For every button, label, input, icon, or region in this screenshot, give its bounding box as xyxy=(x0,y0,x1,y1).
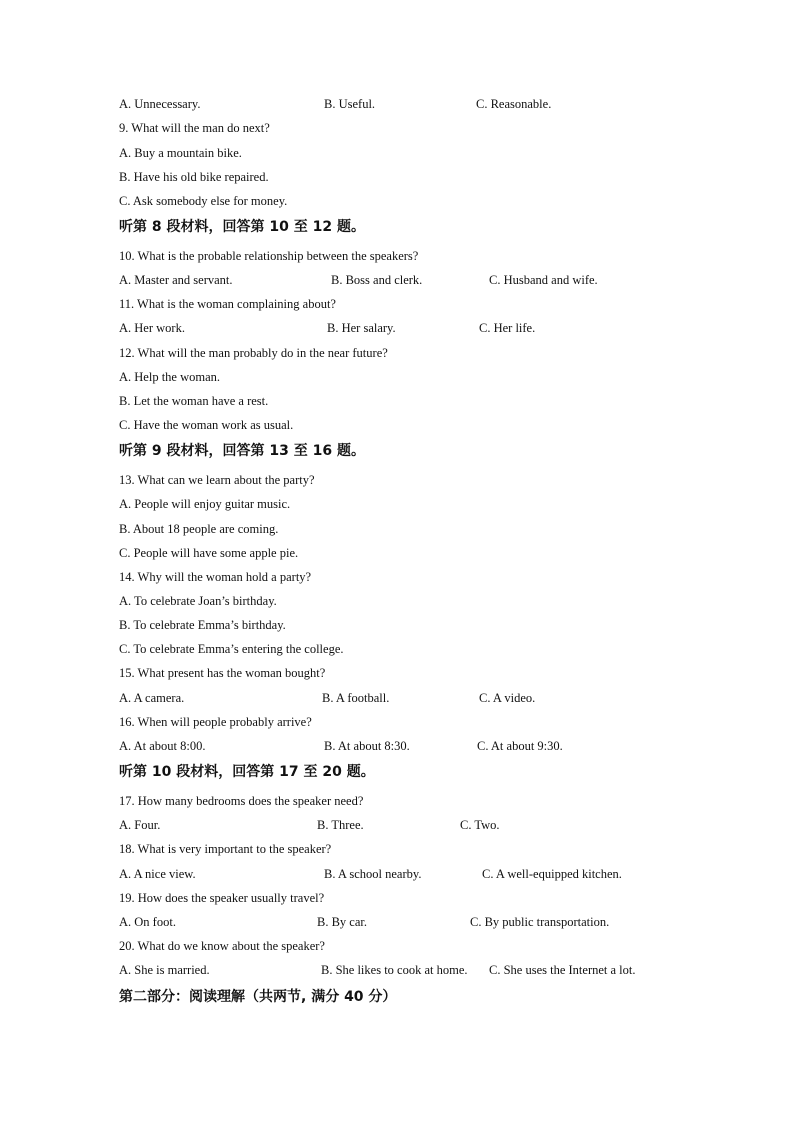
section-10-heading: 听第 10 段材料，回答第 17 至 20 题。 xyxy=(119,764,375,780)
section-9-heading: 听第 9 段材料，回答第 13 至 16 题。 xyxy=(119,443,365,459)
q20-option-c: C. She uses the Internet a lot. xyxy=(489,963,636,977)
q20-option-b: B. She likes to cook at home. xyxy=(321,963,468,977)
q14-option-a: A. To celebrate Joan’s birthday. xyxy=(119,594,277,608)
q16-option-b: B. At about 8:30. xyxy=(324,739,410,753)
q8-option-c: C. Reasonable. xyxy=(476,97,552,111)
q18-option-a: A. A nice view. xyxy=(119,867,196,881)
q9-option-a: A. Buy a mountain bike. xyxy=(119,146,242,160)
q14-option-c: C. To celebrate Emma’s entering the college. xyxy=(119,642,344,656)
part-2-heading: 第二部分：阅读理解（共两节, 满分 40 分） xyxy=(119,989,397,1005)
q13-option-c: C. People will have some apple pie. xyxy=(119,546,299,560)
q18-option-b: B. A school nearby. xyxy=(324,867,422,881)
q12-option-a: A. Help the woman. xyxy=(119,370,221,384)
q16-option-a: A. At about 8:00. xyxy=(119,739,206,753)
q20-option-a: A. She is married. xyxy=(119,963,210,977)
section-8-heading: 听第 8 段材料，回答第 10 至 12 题。 xyxy=(119,219,365,235)
question-9: 9. What will the man do next? xyxy=(119,121,270,135)
q11-option-a: A. Her work. xyxy=(119,321,185,335)
q15-option-b: B. A football. xyxy=(322,691,390,705)
q10-option-b: B. Boss and clerk. xyxy=(331,273,423,287)
q15-option-a: A. A camera. xyxy=(119,691,185,705)
q11-option-c: C. Her life. xyxy=(479,321,536,335)
q17-option-c: C. Two. xyxy=(460,818,500,832)
q12-option-c: C. Have the woman work as usual. xyxy=(119,418,294,432)
q19-option-c: C. By public transportation. xyxy=(470,915,610,929)
q12-option-b: B. Let the woman have a rest. xyxy=(119,394,269,408)
question-14: 14. Why will the woman hold a party? xyxy=(119,570,312,584)
question-15: 15. What present has the woman bought? xyxy=(119,666,326,680)
question-19: 19. How does the speaker usually travel? xyxy=(119,891,325,905)
q17-option-b: B. Three. xyxy=(317,818,364,832)
q13-option-b: B. About 18 people are coming. xyxy=(119,522,279,536)
q10-option-c: C. Husband and wife. xyxy=(489,273,598,287)
question-20: 20. What do we know about the speaker? xyxy=(119,939,325,953)
q19-option-a: A. On foot. xyxy=(119,915,176,929)
q14-option-b: B. To celebrate Emma’s birthday. xyxy=(119,618,286,632)
q13-option-a: A. People will enjoy guitar music. xyxy=(119,497,291,511)
q16-option-c: C. At about 9:30. xyxy=(477,739,563,753)
question-16: 16. When will people probably arrive? xyxy=(119,715,312,729)
q19-option-b: B. By car. xyxy=(317,915,367,929)
q8-option-a: A. Unnecessary. xyxy=(119,97,201,111)
q9-option-b: B. Have his old bike repaired. xyxy=(119,170,269,184)
q15-option-c: C. A video. xyxy=(479,691,536,705)
q11-option-b: B. Her salary. xyxy=(327,321,396,335)
q18-option-c: C. A well-equipped kitchen. xyxy=(482,867,622,881)
q17-option-a: A. Four. xyxy=(119,818,161,832)
question-12: 12. What will the man probably do in the near future? xyxy=(119,346,388,360)
question-13: 13. What can we learn about the party? xyxy=(119,473,315,487)
q10-option-a: A. Master and servant. xyxy=(119,273,233,287)
question-10: 10. What is the probable relationship between the speakers? xyxy=(119,249,419,263)
question-18: 18. What is very important to the speaker? xyxy=(119,842,332,856)
question-17: 17. How many bedrooms does the speaker need? xyxy=(119,794,364,808)
q8-option-b: B. Useful. xyxy=(324,97,376,111)
q9-option-c: C. Ask somebody else for money. xyxy=(119,194,288,208)
question-11: 11. What is the woman complaining about? xyxy=(119,297,336,311)
